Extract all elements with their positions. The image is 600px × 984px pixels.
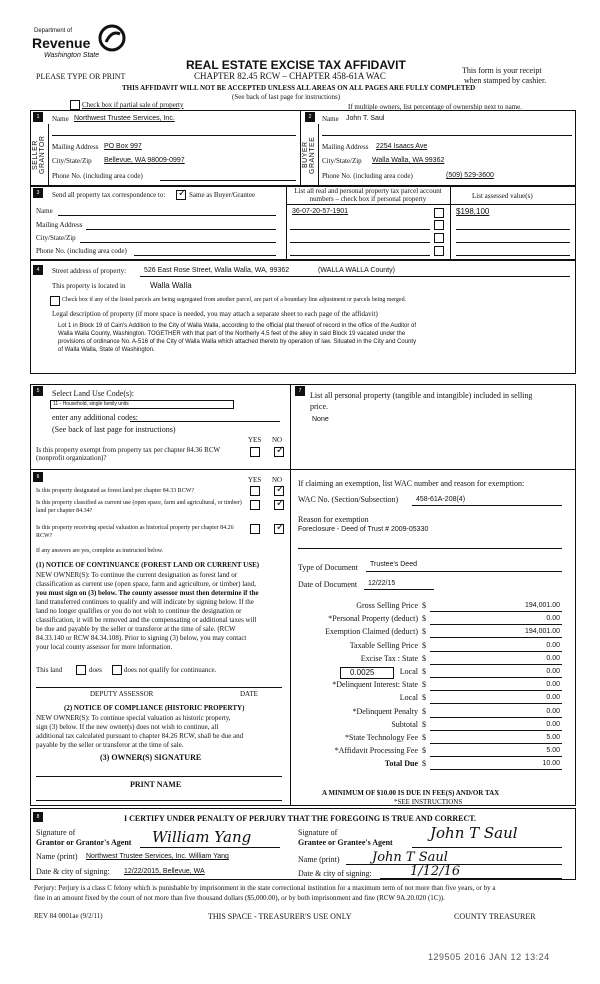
doc-date-label: Date of Document <box>298 580 358 589</box>
form-title: REAL ESTATE EXCISE TAX AFFIDAVIT <box>186 58 406 72</box>
section-4-number: 4 <box>33 265 43 275</box>
correspondence-city-label: City/State/Zip <box>36 234 76 242</box>
tax-row-dollar: $ <box>422 680 426 690</box>
grantee-date-label: Date & city of signing: <box>298 869 372 878</box>
historic-question: Is this property receiving special valuation as historical property per chapter 84.26 RCW? <box>36 525 234 539</box>
perjury-line-1: Perjury: Perjury is a class C felony which is punishable by imprisonment in the state correctional institution for a maximum term of not more than five years, or by a <box>34 884 496 892</box>
recording-stamp: 129505 2016 JAN 12 13:24 <box>428 952 550 962</box>
tax-row-label: Exemption Claimed (deduct) <box>325 627 418 637</box>
section-8-number: 8 <box>33 812 43 822</box>
wac-value: 458-61A-208(4) <box>416 496 466 503</box>
doc-date-value: 12/22/15 <box>368 580 396 587</box>
tax-row-label: *State Technology Fee <box>344 733 418 742</box>
seller-city-label: City/State/Zip <box>52 157 92 165</box>
see-back-header: (See back of last page for instructions) <box>232 93 341 101</box>
personal-property-value: None <box>312 416 329 423</box>
tax-row-value: 5.00 <box>546 734 560 741</box>
tax-row-dollar: $ <box>422 706 426 716</box>
section6-no: NO <box>272 476 283 484</box>
grantee-name-label: Name (print) <box>298 855 340 864</box>
tax-row-value: 0.00 <box>546 681 560 689</box>
assessed-header: List assessed value(s) <box>472 192 533 200</box>
local-rate-value: 0.0025 <box>350 668 375 677</box>
tax-row-label: *Delinquent Penalty <box>352 706 418 716</box>
logo-swirl-icon <box>98 24 126 52</box>
tax-row-value: 0.00 <box>546 668 560 675</box>
tax-row-label: Excise Tax : State <box>360 653 418 663</box>
does-label: does <box>89 666 102 674</box>
tax-row-value: 0.00 <box>546 641 560 649</box>
tax-row-label: Taxable Selling Price <box>349 640 418 650</box>
see-back-land-use: (See back of last page for instructions) <box>52 425 176 434</box>
notice-continuance-line-4: land transferred continues to qualify and will indicate by signing below. If the <box>36 598 254 606</box>
print-name-label: PRINT NAME <box>130 780 182 789</box>
please-type: PLEASE TYPE OR PRINT <box>36 72 126 81</box>
notice-compliance-line-3: additional tax calculated pursuant to chapter 84.26 RCW, shall be due and <box>36 732 244 740</box>
notice-compliance-title: (2) NOTICE OF COMPLIANCE (HISTORIC PROPERTY) <box>64 704 245 712</box>
additional-codes-label: enter any additional codes: <box>52 413 138 422</box>
grantee-date-value: 1/12/16 <box>410 864 461 879</box>
land-use-value: 11 - Household, single family units <box>53 401 129 407</box>
parcel-number-1: 36-07-20-57-1901 <box>292 208 349 215</box>
section-6-number: 6 <box>33 472 43 482</box>
same-as-buyer-label: Same as Buyer/Grantee <box>189 191 256 199</box>
tax-row-label: Gross Selling Price <box>356 601 418 610</box>
notice-compliance-line-2: sign (3) below. If the new owner(s) does not wish to continue, all <box>36 723 219 731</box>
tax-row-dollar: $ <box>422 733 426 742</box>
tax-row-dollar: $ <box>422 746 426 756</box>
legal-description-line-3: provisions of ordinance No. A-516 of the City of Walla Walla which attached thereto by operation of law. Situated in the City and County <box>58 339 417 345</box>
tax-row-label: Total Due <box>384 759 418 769</box>
parcel-1-personal-checkbox[interactable] <box>434 208 444 218</box>
street-address-value: 526 East Rose Street, Walla Walla, WA, 99362 <box>144 267 290 274</box>
land-use-label: Select Land Use Code(s): <box>52 389 134 398</box>
tax-row-label: Local <box>399 693 418 703</box>
tax-row-value: 10.00 <box>542 760 560 768</box>
revision-code: REV 84 0001ae (9/2/11) <box>34 912 103 920</box>
seller-phone-label: Phone No. (including area code) <box>52 172 143 180</box>
notice-continuance-line-2: classification as current use (open space, farm and agriculture, or timber) land, <box>36 580 257 588</box>
logo-revenue: Revenue <box>32 35 91 51</box>
land-use-select[interactable] <box>50 400 234 409</box>
legal-description-line-1: Lot 1 in Block 19 of Cain's Addition to the City of Walla Walla, according to the official plat thereof of record in the office of the Auditor of <box>58 323 417 329</box>
section-5-number: 5 <box>33 386 43 396</box>
notice-continuance-line-6: classification, it will be removed and the compensating or additional taxes will <box>36 616 257 624</box>
buyer-phone-value: (509) 529-3600 <box>446 172 494 179</box>
buyer-city-value: Walla Walla, WA 99362 <box>372 157 445 164</box>
notice-continuance-line-8: 84.33.140 or RCW 84.34.108). Prior to signing (3) below, you may contact <box>36 634 247 642</box>
send-correspondence-label: Send all property tax correspondence to: <box>52 191 166 199</box>
account-header: List all real and personal property tax parcel account numbers – check box if personal property <box>294 187 442 203</box>
county-value: (WALLA WALLA County) <box>318 267 395 274</box>
current-use-question: Is this property classified as current use (open space, farm and agricultural, or timber) land per chapter 84.34? <box>36 500 242 514</box>
tax-row-label: *Personal Property (deduct) <box>328 614 418 624</box>
seller-grantor-label: SELLER GRANTOR <box>32 135 46 175</box>
receipt-line-2: when stamped by cashier. <box>464 76 547 85</box>
logo-department: Department of <box>34 28 73 34</box>
tax-row-value: 194,001.00 <box>524 628 560 636</box>
tax-row-value: 0.00 <box>546 654 560 662</box>
grantor-name-value: Northwest Trustee Services, Inc. William Yang <box>86 853 229 860</box>
tax-row-label: *Delinquent Interest: State <box>332 680 418 690</box>
exempt-no-checkbox[interactable] <box>274 447 284 457</box>
tax-row-value: 0.00 <box>546 720 560 728</box>
seller-mailing-label: Mailing Address <box>52 143 99 151</box>
legal-description-line-2: Walla Walla County, Washington. TOGETHER with that part of the Northerly 4.5 feet of the alley in said Block 19 vacated under the <box>58 331 406 337</box>
exempt-yes-checkbox[interactable] <box>250 447 260 457</box>
seller-city-value: Bellevue, WA 98009-0997 <box>104 157 185 164</box>
wac-label: WAC No. (Section/Subsection) <box>298 495 399 504</box>
buyer-name-label: Name <box>322 115 339 123</box>
section6-yes: YES <box>248 476 262 484</box>
buyer-grantee-label: BUYER GRANTEE <box>302 136 316 174</box>
parcel-4-personal-checkbox[interactable] <box>434 246 444 256</box>
doc-type-label: Type of Document <box>298 563 358 572</box>
minimum-note: A MINIMUM OF $10.00 IS DUE IN FEE(S) AND/OR TAX <box>322 789 500 797</box>
receipt-line-1: This form is your receipt <box>462 66 542 75</box>
buyer-phone-label: Phone No. (including area code) <box>322 172 413 180</box>
assessed-value-1: $198,100 <box>456 207 490 216</box>
tax-row-value: 0.00 <box>546 615 560 623</box>
tax-row-dollar: $ <box>422 719 426 729</box>
grantor-name-label: Name (print) <box>36 852 78 861</box>
see-instructions-note: *SEE INSTRUCTIONS <box>394 798 463 806</box>
grantor-signature: William Yang <box>152 828 252 846</box>
tax-row-value: 194,001.00 <box>524 602 560 609</box>
section-3-number: 3 <box>33 188 43 198</box>
section-1-number: 1 <box>33 112 43 122</box>
this-land-label: This land <box>36 666 63 674</box>
exempt-question: Is this property exempt from property tax per chapter 84.36 RCW (nonprofit organization)? <box>36 446 220 462</box>
notice-continuance-title: (1) NOTICE OF CONTINUANCE (FOREST LAND OR CURRENT USE) <box>36 561 260 569</box>
any-yes-note: If any answers are yes, complete as instructed below. <box>36 548 164 554</box>
grantor-sig-label-2: Grantor or Grantor's Agent <box>36 838 132 847</box>
grantee-name-value: John T Saul <box>372 850 448 865</box>
tax-row-dollar: $ <box>422 667 426 676</box>
tax-row-dollar: $ <box>422 640 426 650</box>
tax-row-label: Subtotal <box>391 719 418 729</box>
correspondence-mailing-label: Mailing Address <box>36 221 83 229</box>
notice-continuance-line-1: NEW OWNER(S): To continue the current designation as forest land or <box>36 571 238 579</box>
seller-mailing-value: PO Box 997 <box>104 143 142 150</box>
tax-row-dollar: $ <box>422 601 426 610</box>
county-treasurer: COUNTY TREASURER <box>454 912 536 921</box>
correspondence-name-label: Name <box>36 207 53 215</box>
deputy-date-label: DATE <box>240 690 258 698</box>
tax-row-dollar: $ <box>422 614 426 624</box>
located-in-label: This property is located in <box>52 282 126 290</box>
seller-name-value: Northwest Trustee Services, Inc. <box>74 115 175 122</box>
certify-text: I CERTIFY UNDER PENALTY OF PERJURY THAT THE FOREGOING IS TRUE AND CORRECT. <box>124 814 477 823</box>
buyer-mailing-value: 2254 Isaacs Ave <box>376 143 428 150</box>
logo-state: Washington State <box>44 52 100 59</box>
buyer-mailing-label: Mailing Address <box>322 143 369 151</box>
tax-row-value: 0.00 <box>546 694 560 702</box>
deputy-assessor-label: DEPUTY ASSESSOR <box>90 690 154 698</box>
warning-text: THIS AFFIDAVIT WILL NOT BE ACCEPTED UNLESS ALL AREAS ON ALL PAGES ARE FULLY COMPLETED <box>122 84 476 92</box>
parcel-3-personal-checkbox[interactable] <box>434 233 444 243</box>
tax-row-value: 5.00 <box>546 747 560 755</box>
notice-continuance-line-7: be due and payable by the seller or transferor at the time of sale. (RCW <box>36 625 236 633</box>
tax-row-dollar: $ <box>422 627 426 637</box>
personal-property-label-1: List all personal property (tangible and intangible) included in selling <box>310 391 533 400</box>
grantor-date-label: Date & city of signing: <box>36 867 110 876</box>
notice-continuance-line-3: you must sign on (3) below. The county assessor must then determine if the <box>36 589 259 597</box>
buyer-name-value: John T. Saul <box>346 115 385 122</box>
section-2-number: 2 <box>305 112 315 122</box>
notice-continuance-line-9: your local county assessor for more information. <box>36 643 173 651</box>
reason-label: Reason for exemption <box>298 515 369 524</box>
street-address-label: Street address of property: <box>52 267 127 275</box>
partial-sale-checkbox[interactable] <box>70 100 80 110</box>
located-in-value: Walla Walla <box>150 281 192 290</box>
tax-row-dollar: $ <box>422 653 426 663</box>
legal-description-label: Legal description of property (if more space is needed, you may attach a separate sheet to each page of the affidavit) <box>52 310 378 318</box>
does-not-label: does not qualify for continuance. <box>124 666 217 674</box>
perjury-line-2: fine in an amount fixed by the court of not more than five thousand dollars ($5,000.00), or by both imprisonment and fine (RCW 9A.20.020 (1C)). <box>34 894 445 902</box>
segregated-checkbox[interactable] <box>50 296 60 306</box>
tax-row-dollar: $ <box>422 759 426 769</box>
exemption-label: If claiming an exemption, list WAC number and reason for exemption: <box>298 479 525 488</box>
revenue-logo <box>28 22 128 66</box>
tax-row-value: 0.00 <box>546 707 560 715</box>
section-6-7-frame <box>30 470 576 806</box>
seller-name-label: Name <box>52 115 69 123</box>
section5-yes: YES <box>248 436 262 444</box>
grantee-sig-label-2: Grantee or Grantee's Agent <box>298 838 393 847</box>
same-as-buyer-checkbox[interactable] <box>176 190 186 200</box>
legal-description-line-4: of Walla Walla, State of Washington. <box>58 347 155 353</box>
treasurer-space: THIS SPACE - TREASURER'S USE ONLY <box>208 912 352 921</box>
multiple-owners-note: If multiple owners, list percentage of ownership next to name. <box>348 103 522 111</box>
partial-sale-label: Check box if partial sale of property <box>82 101 184 109</box>
tax-row-label: *Affidavit Processing Fee <box>334 746 418 756</box>
tax-row-label: Local <box>399 667 418 676</box>
notice-compliance-line-4: payable by the seller or transferor at the time of sale. <box>36 741 184 749</box>
section5-no: NO <box>272 436 283 444</box>
grantee-sig-label-1: Signature of <box>298 828 338 837</box>
buyer-city-label: City/State/Zip <box>322 157 362 165</box>
segregated-label: Check box if any of the listed parcels are being segregated from another parcel, are part of a boundary line adjustment or parcels being merged. <box>62 297 407 303</box>
form-chapter: CHAPTER 82.45 RCW – CHAPTER 458-61A WAC <box>194 71 386 81</box>
owner-signature-label: (3) OWNER(S) SIGNATURE <box>100 753 202 762</box>
forest-land-question: Is this property designated as forest land per chapter 84.33 RCW? <box>36 488 195 494</box>
section-7-number: 7 <box>295 386 305 396</box>
tax-row-dollar: $ <box>422 693 426 703</box>
notice-compliance-line-1: NEW OWNER(S): To continue special valuation as historic property, <box>36 714 231 722</box>
grantee-signature: John T Saul <box>430 824 518 842</box>
grantor-date-value: 12/22/2015, Bellevue, WA <box>124 868 205 875</box>
doc-type-value: Trustee's Deed <box>370 561 417 568</box>
grantor-sig-label-1: Signature of <box>36 828 76 837</box>
parcel-2-personal-checkbox[interactable] <box>434 220 444 230</box>
reason-value: Foreclosure - Deed of Trust # 2009-05330 <box>298 526 429 533</box>
notice-continuance-line-5: land no longer qualifies or you do not wish to continue the designation or <box>36 607 242 615</box>
correspondence-phone-label: Phone No. (including area code) <box>36 247 127 255</box>
personal-property-label-2: price. <box>310 402 328 411</box>
